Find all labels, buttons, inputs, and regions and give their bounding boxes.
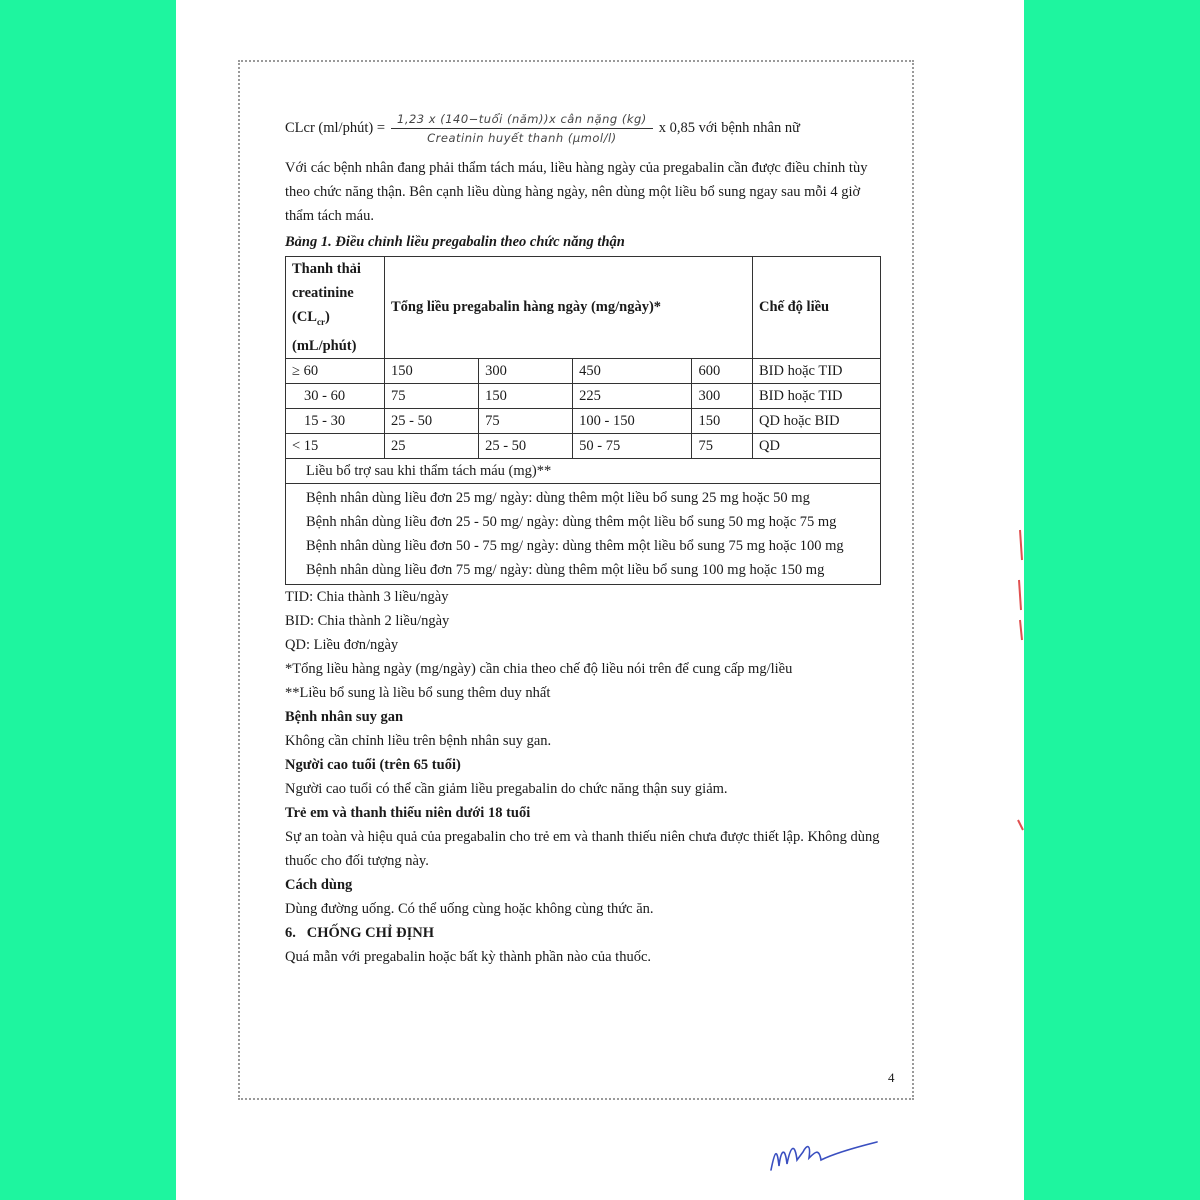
cell-clcr: 15 - 30 [286, 408, 385, 433]
cell-regimen: BID hoặc TID [753, 383, 881, 408]
note-tid: TID: Chia thành 3 liều/ngày [285, 588, 449, 605]
table-row [286, 408, 881, 433]
formula-fraction [391, 110, 653, 147]
supplement-line: Bệnh nhân dùng liều đơn 75 mg/ ngày: dùng thêm một liều bổ sung 100 mg hoặc 150 mg [306, 561, 825, 578]
note-bid: BID: Chia thành 2 liều/ngày [285, 612, 450, 629]
cell-dose: 75 [385, 383, 479, 408]
header-clcr-line: (mL/phút) [292, 337, 357, 354]
supplement-body [286, 483, 881, 584]
header-total-dose: Tổng liều pregabalin hàng ngày (mg/ngày)* [385, 257, 753, 359]
heading-contraindications: 6. CHỐNG CHỈ ĐỊNH [285, 924, 435, 941]
cell-dose: 300 [692, 383, 753, 408]
supplement-line: Bệnh nhân dùng liều đơn 50 - 75 mg/ ngày: dùng thêm một liều bổ sung 75 mg hoặc 100 mg [306, 537, 844, 554]
cell-dose: 150 [692, 408, 753, 433]
table-row [286, 358, 881, 383]
cell-clcr: < 15 [286, 433, 385, 458]
supplement-body-row [286, 483, 881, 584]
table-caption: Bảng 1. Điều chỉnh liều pregabalin theo chức năng thận [285, 234, 625, 250]
cell-regimen: QD [753, 433, 881, 458]
cell-dose: 25 - 50 [385, 408, 479, 433]
header-clcr-subscript: cr [316, 316, 325, 327]
cell-clcr: 30 - 60 [286, 383, 385, 408]
cell-dose: 25 [385, 433, 479, 458]
supplement-title-row [286, 458, 881, 483]
cell-dose: 150 [479, 383, 573, 408]
supplement-title: Liều bổ trợ sau khi thẩm tách máu (mg)** [286, 458, 881, 483]
text-contraindications: Quá mẫn với pregabalin hoặc bất kỳ thành phần nào của thuốc. [285, 948, 652, 965]
header-clcr-line: creatinine [292, 285, 354, 301]
note-qd: QD: Liều đơn/ngày [285, 636, 399, 653]
table-header-row [286, 257, 881, 359]
cell-dose: 75 [692, 433, 753, 458]
cell-dose: 25 - 50 [479, 433, 573, 458]
page-content [285, 100, 885, 969]
table-row [286, 383, 881, 408]
table-row [286, 433, 881, 458]
red-stamp-edge-marks [1014, 520, 1026, 840]
cell-dose: 150 [385, 358, 479, 383]
header-clcr-line: Thanh thải [292, 261, 361, 277]
clcr-formula [285, 100, 885, 156]
formula-numerator: 1,23 x (140−tuổi (năm))x cân nặng (kg) [391, 110, 653, 129]
header-clcr-line: ) [324, 309, 330, 325]
cell-dose: 50 - 75 [573, 433, 692, 458]
text-usage: Dùng đường uống. Có thể uống cùng hoặc không cùng thức ăn. [285, 900, 654, 917]
formula-denominator: Creatinin huyết thanh (µmol/l) [427, 130, 617, 145]
header-clcr-line: (CL [292, 309, 317, 325]
cell-dose: 600 [692, 358, 753, 383]
text-liver: Không cần chỉnh liều trên bệnh nhân suy gan. [285, 732, 552, 749]
cell-dose: 450 [573, 358, 692, 383]
supplement-line: Bệnh nhân dùng liều đơn 25 mg/ ngày: dùng thêm một liều bổ sung 25 mg hoặc 50 mg [306, 489, 810, 506]
cell-regimen: QD hoặc BID [753, 408, 881, 433]
note-total-dose: *Tổng liều hàng ngày (mg/ngày) cần chia theo chế độ liều nói trên để cung cấp mg/liều [285, 660, 793, 677]
supplement-line: Bệnh nhân dùng liều đơn 25 - 50 mg/ ngày: dùng thêm một liều bổ sung 50 mg hoặc 75 mg [306, 513, 837, 530]
page-number: 4 [888, 1070, 895, 1085]
heading-children: Trẻ em và thanh thiếu niên dưới 18 tuổi [285, 804, 531, 821]
formula-rhs: x 0,85 với bệnh nhân nữ [658, 120, 800, 136]
handwritten-signature [765, 1130, 885, 1180]
cell-dose: 100 - 150 [573, 408, 692, 433]
heading-usage: Cách dùng [285, 876, 353, 893]
cell-regimen: BID hoặc TID [753, 358, 881, 383]
text-elderly: Người cao tuổi có thể cần giảm liều pregabalin do chức năng thận suy giảm. [285, 780, 728, 797]
heading-elderly: Người cao tuổi (trên 65 tuổi) [285, 756, 461, 773]
dose-adjustment-table [285, 256, 881, 585]
cell-dose: 75 [479, 408, 573, 433]
text-children: Sự an toàn và hiệu quả của pregabalin cho trẻ em và thanh thiếu niên chưa được thiết lập. Không dùng thuốc cho đối tượng này. [285, 828, 880, 869]
header-clcr [286, 257, 385, 359]
cell-dose: 225 [573, 383, 692, 408]
formula-lhs: CLcr (ml/phút) = [285, 120, 385, 136]
note-supplement: **Liều bổ sung là liều bổ sung thêm duy nhất [285, 684, 551, 701]
intro-paragraph: Với các bệnh nhân đang phải thẩm tách máu, liều hàng ngày của pregabalin cần được điều chỉnh tùy theo chức năng thận. Bên cạnh liều dùng hàng ngày, nên dùng một liều bổ sung ngay sau mỗi 4 giờ thẩm tách máu. [285, 160, 868, 224]
heading-liver: Bệnh nhân suy gan [285, 708, 404, 725]
header-regimen: Chế độ liều [753, 257, 881, 359]
cell-clcr: ≥ 60 [286, 358, 385, 383]
cell-dose: 300 [479, 358, 573, 383]
